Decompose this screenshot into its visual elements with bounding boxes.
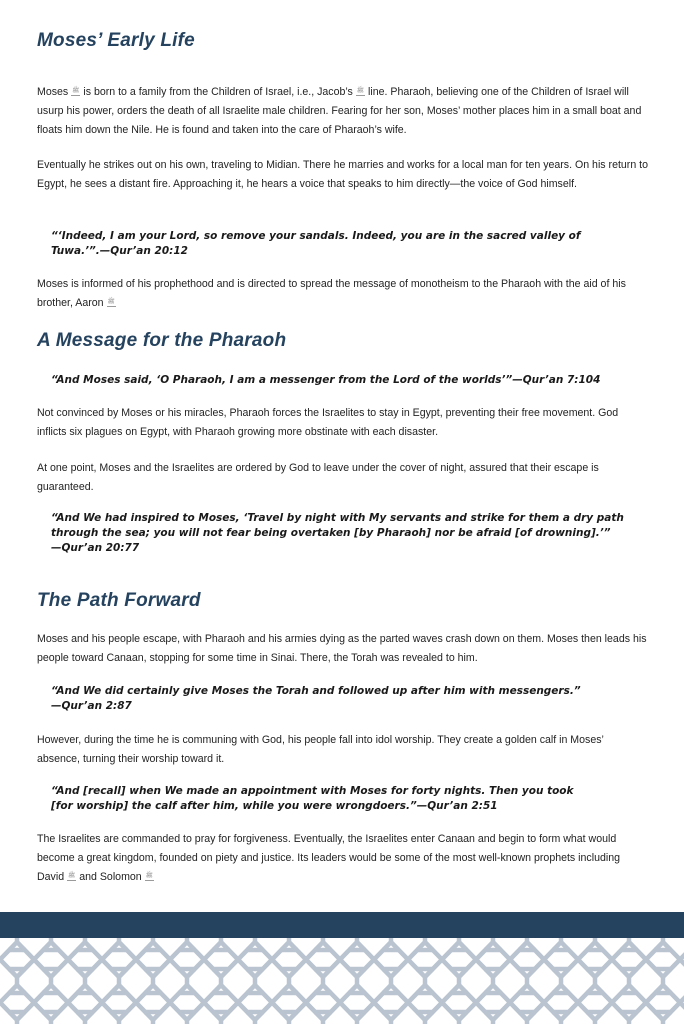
quote-travel-by-night: “And We had inspired to Moses, ‘Travel by night with My servants and strike for them a dry path through the sea; you will not fear being overtaken [by Pharaoh] nor be afraid [of drowning].’” —Qur’an 20:77 (51, 512, 624, 554)
honorific-glyph: ﷺ (145, 873, 153, 880)
quote-messenger: “And Moses said, ‘O Pharaoh, I am a messenger from the Lord of the worlds’”—Qur’an 7:104 (51, 374, 601, 386)
paragraph-plagues: Not convinced by Moses or his miracles, Pharaoh forces the Israelites to stay in Egypt, preventing their free movement. God inflicts six plagues on Egypt, with Pharaoh growing more obstinate with each disaster. (37, 407, 619, 438)
paragraph-midian: Eventually he strikes out on his own, traveling to Midian. There he marries and works for a local man for ten years. On his return to Egypt, he sees a distant fire. Approaching it, he hears a voice that speaks to him directly—the voice of God himself. (37, 159, 648, 190)
honorific-glyph: ﷺ (356, 88, 365, 95)
paragraph-canaan: The Israelites are commanded to pray for forgiveness. Eventually, the Israelites enter Canaan and begin to form what would become a great kingdom, founded on piety and justice. Its leaders would be some of the most well-known prophets including David ﷺ and Solomon ﷺ (37, 833, 620, 883)
quote-sandals: “‘Indeed, I am your Lord, so remove your sandals. Indeed, you are in the sacred valley of Tuwa.’”.—Qur’an 20:12 (51, 230, 581, 257)
footer-band (0, 912, 684, 938)
paragraph-birth: Moses ﷺ is born to a family from the Children of Israel, i.e., Jacob’s ﷺ line. Pharaoh, believing one of the Children of Israel will usurp his power, orders the death of all Israelite male children. Fearing for her son, Moses’ mother places him in a small boat and floats him down the Nile. He is found and taken into the care of Pharaoh’s wife. (37, 86, 642, 136)
heading-early-life: Moses’ Early Life (37, 30, 195, 51)
paragraph-escape-order: At one point, Moses and the Israelites are ordered by God to leave under the cover of night, assured that their escape is guaranteed. (37, 462, 599, 493)
paragraph-sinai: Moses and his people escape, with Pharaoh and his armies dying as the parted waves crash down on them. Moses then leads his people toward Canaan, stopping for some time in Sinai. There, the Torah was revealed to him. (37, 633, 647, 664)
paragraph-golden-calf: However, during the time he is communing with God, his people fall into idol worship. They create a golden calf in Moses’ absence, turning their worship toward it. (37, 734, 604, 765)
honorific-glyph: ﷺ (72, 88, 80, 95)
quote-forty-nights: “And [recall] when We made an appointment with Moses for forty nights. Then you took [for worship] the calf after him, while you were wrongdoers.”—Qur’an 2:51 (51, 785, 574, 812)
paragraph-prophethood: Moses is informed of his prophethood and is directed to spread the message of monotheism to the Pharaoh with the aid of his brother, Aaron ﷺ (37, 278, 626, 309)
honorific-glyph: ﷺ (68, 873, 76, 880)
heading-message-pharaoh: A Message for the Pharaoh (37, 330, 287, 351)
geometric-pattern-footer (0, 938, 684, 1024)
quote-torah: “And We did certainly give Moses the Torah and followed up after him with messengers.” —Qur’an 2:87 (51, 685, 581, 712)
heading-path-forward: The Path Forward (37, 590, 201, 611)
honorific-glyph: ﷺ (107, 299, 115, 306)
